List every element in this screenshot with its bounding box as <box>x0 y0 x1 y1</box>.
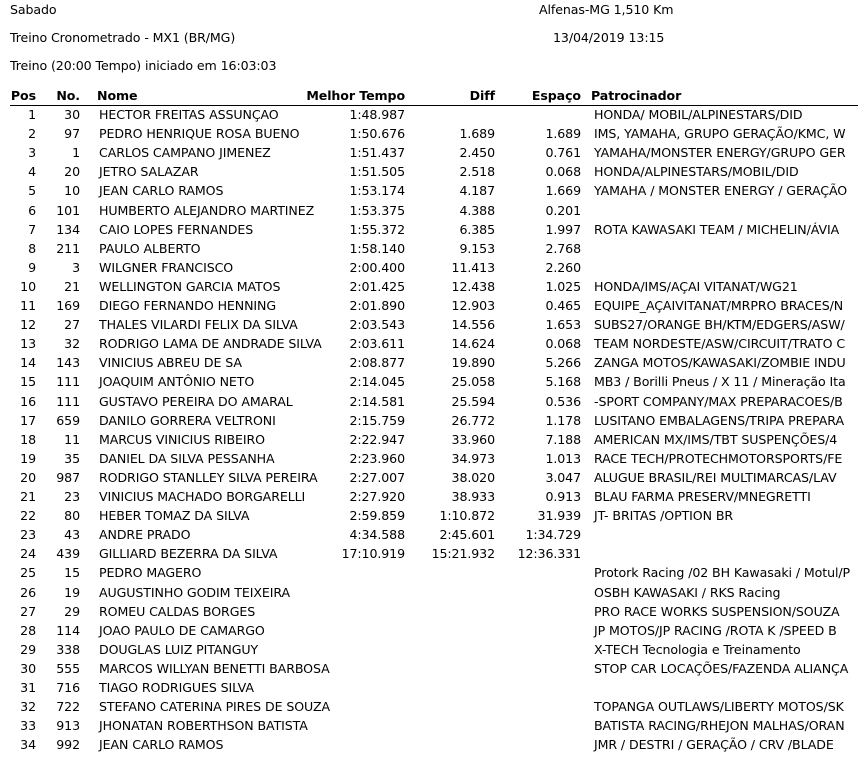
position-cell: 29 <box>20 641 36 657</box>
best-time-cell: 2:27.007 <box>349 469 405 485</box>
best-time-cell: 2:59.859 <box>349 508 405 524</box>
position-cell: 2 <box>28 126 36 142</box>
position-cell: 4 <box>28 164 36 180</box>
table-row <box>0 279 858 298</box>
position-cell: 30 <box>20 660 36 676</box>
number-cell: 23 <box>64 489 80 504</box>
rider-name-cell: PEDRO HENRIQUE ROSA BUENO <box>99 126 300 142</box>
gap-cell: 2.768 <box>545 240 581 256</box>
position-cell: 20 <box>20 469 36 485</box>
gap-cell: 3.047 <box>545 469 581 485</box>
table-row <box>0 183 858 202</box>
report-datetime: 13/04/2019 13:15 <box>553 30 665 45</box>
rider-name-cell: THALES VILARDI FELIX DA SILVA <box>99 317 298 333</box>
sponsor-cell: RACE TECH/PROTECHMOTORSPORTS/FE <box>594 450 843 466</box>
number-cell: 114 <box>56 622 80 638</box>
best-time-cell: 2:14.581 <box>349 393 405 409</box>
rider-name-cell: CAIO LOPES FERNANDES <box>99 221 254 237</box>
diff-cell: 12.903 <box>451 298 495 313</box>
table-row <box>0 145 858 164</box>
table-row <box>0 126 858 145</box>
table-row <box>0 661 858 680</box>
gap-cell: 0.536 <box>545 393 581 409</box>
sponsor-cell: ZANGA MOTOS/KAWASAKI/ZOMBIE INDU <box>594 355 846 371</box>
rider-name-cell: DIEGO FERNANDO HENNING <box>99 298 277 313</box>
best-time-cell: 17:10.919 <box>341 546 405 562</box>
position-cell: 24 <box>20 546 36 562</box>
rider-name-cell: JEAN CARLO RAMOS <box>99 737 224 753</box>
best-time-cell: 2:23.960 <box>349 450 405 466</box>
sponsor-cell: SUBS27/ORANGE BH/KTM/EDGERS/ASW/ <box>594 317 845 333</box>
table-row <box>0 260 858 279</box>
best-time-cell: 1:58.140 <box>349 240 405 256</box>
gap-cell: 0.913 <box>545 489 581 504</box>
position-cell: 33 <box>20 718 36 734</box>
gap-cell: 1.653 <box>545 317 581 333</box>
column-header-best-time: Melhor Tempo <box>306 88 405 103</box>
sponsor-cell: YAMAHA/MONSTER ENERGY/GRUPO GER <box>594 145 846 161</box>
sponsor-cell: JP MOTOS/JP RACING /ROTA K /SPEED B <box>594 622 837 638</box>
diff-cell: 9.153 <box>459 240 495 256</box>
table-row <box>0 317 858 336</box>
rider-name-cell: AUGUSTINHO GODIM TEIXEIRA <box>99 584 290 600</box>
diff-cell: 19.890 <box>451 355 495 371</box>
position-cell: 11 <box>20 298 36 313</box>
header-day: Sabado <box>10 2 57 17</box>
best-time-cell: 2:27.920 <box>349 489 405 504</box>
diff-cell: 1:10.872 <box>439 508 495 524</box>
sponsor-cell: TOPANGA OUTLAWS/LIBERTY MOTOS/SK <box>594 699 844 715</box>
gap-cell: 12:36.331 <box>517 546 581 562</box>
rider-name-cell: DOUGLAS LUIZ PITANGUY <box>99 641 259 657</box>
number-cell: 111 <box>56 374 80 390</box>
table-row <box>0 451 858 470</box>
rider-name-cell: PEDRO MAGERO <box>99 565 202 581</box>
number-cell: 11 <box>64 431 80 447</box>
gap-cell: 1.689 <box>545 126 581 142</box>
sponsor-cell: JMR / DESTRI / GERAÇÃO / CRV /BLADE <box>594 737 834 753</box>
table-row <box>0 336 858 355</box>
diff-cell: 38.933 <box>451 489 495 504</box>
diff-cell: 1.689 <box>459 126 495 142</box>
table-row <box>0 527 858 546</box>
gap-cell: 1.178 <box>545 412 581 428</box>
table-row <box>0 413 858 432</box>
number-cell: 97 <box>64 126 80 142</box>
sponsor-cell: HONDA/ MOBIL/ALPINESTARS/DID <box>594 107 803 122</box>
table-row <box>0 470 858 489</box>
best-time-cell: 2:14.045 <box>349 374 405 390</box>
diff-cell: 38.020 <box>451 469 495 485</box>
rider-name-cell: WELLINGTON GARCIA MATOS <box>99 278 281 294</box>
table-row <box>0 432 858 451</box>
session-start-info: Treino (20:00 Tempo) iniciado em 16:03:03 <box>10 58 277 73</box>
position-cell: 21 <box>20 489 36 504</box>
position-cell: 7 <box>28 221 36 237</box>
table-row <box>0 222 858 241</box>
sponsor-cell: Protork Racing /02 BH Kawasaki / Motul/P <box>594 565 850 581</box>
position-cell: 31 <box>20 680 36 695</box>
track-location: Alfenas-MG 1,510 Km <box>539 2 674 17</box>
number-cell: 211 <box>56 240 80 256</box>
table-row <box>0 489 858 508</box>
number-cell: 3 <box>72 259 80 275</box>
rider-name-cell: JHONATAN ROBERTHSON BATISTA <box>99 718 308 734</box>
column-header-pos: Pos <box>10 88 36 103</box>
session-title: Treino Cronometrado - MX1 (BR/MG) <box>10 30 236 45</box>
position-cell: 22 <box>20 508 36 524</box>
sponsor-cell: HONDA/ALPINESTARS/MOBIL/DID <box>594 164 799 180</box>
best-time-cell: 4:34.588 <box>349 527 405 543</box>
table-row <box>0 355 858 374</box>
position-cell: 23 <box>20 527 36 543</box>
number-cell: 987 <box>56 469 80 485</box>
column-header-sponsor: Patrocinador <box>591 88 682 103</box>
position-cell: 26 <box>20 584 36 600</box>
number-cell: 913 <box>56 718 80 734</box>
position-cell: 9 <box>28 259 36 275</box>
gap-cell: 7.188 <box>545 431 581 447</box>
table-row <box>0 642 858 661</box>
number-cell: 555 <box>56 660 80 676</box>
best-time-cell: 1:50.676 <box>349 126 405 142</box>
rider-name-cell: STEFANO CATERINA PIRES DE SOUZA <box>99 699 330 715</box>
number-cell: 35 <box>64 450 80 466</box>
diff-cell: 15:21.932 <box>431 546 495 562</box>
number-cell: 439 <box>56 546 80 562</box>
best-time-cell: 2:08.877 <box>349 355 405 371</box>
column-header-diff: Diff <box>469 88 495 103</box>
table-row <box>0 718 858 737</box>
table-row <box>0 699 858 718</box>
position-cell: 17 <box>20 412 36 428</box>
number-cell: 111 <box>56 393 80 409</box>
sponsor-cell: STOP CAR LOCAÇÕES/FAZENDA ALIANÇA <box>594 660 849 676</box>
sponsor-cell: ALUGUE BRASIL/REI MULTIMARCAS/LAV <box>594 469 837 485</box>
table-row <box>0 508 858 527</box>
number-cell: 722 <box>56 699 80 715</box>
rider-name-cell: JOAQUIM ANTÔNIO NETO <box>99 374 255 390</box>
position-cell: 18 <box>20 431 36 447</box>
best-time-cell: 1:51.437 <box>349 145 405 161</box>
rider-name-cell: JOAO PAULO DE CAMARGO <box>99 622 265 638</box>
diff-cell: 4.388 <box>459 202 495 218</box>
position-cell: 27 <box>20 603 36 619</box>
rider-name-cell: JEAN CARLO RAMOS <box>99 183 224 199</box>
best-time-cell: 2:01.890 <box>349 298 405 313</box>
gap-cell: 1.669 <box>545 183 581 199</box>
rider-name-cell: VINICIUS ABREU DE SA <box>99 355 242 371</box>
best-time-cell: 2:22.947 <box>349 431 405 447</box>
position-cell: 6 <box>28 202 36 218</box>
gap-cell: 1.025 <box>545 278 581 294</box>
diff-cell: 6.385 <box>459 221 495 237</box>
diff-cell: 2:45.601 <box>439 527 495 543</box>
sponsor-cell: BATISTA RACING/RHEJON MALHAS/ORAN <box>594 718 845 734</box>
position-cell: 8 <box>28 240 36 256</box>
diff-cell: 2.518 <box>459 164 495 180</box>
rider-name-cell: HUMBERTO ALEJANDRO MARTINEZ <box>99 202 315 218</box>
position-cell: 5 <box>28 183 36 199</box>
number-cell: 10 <box>64 183 80 199</box>
position-cell: 3 <box>28 145 36 161</box>
rider-name-cell: GUSTAVO PEREIRA DO AMARAL <box>99 393 293 409</box>
best-time-cell: 1:51.505 <box>349 164 405 180</box>
sponsor-cell: MB3 / Borilli Pneus / X 11 / Mineração Ita <box>594 374 846 390</box>
diff-cell: 25.058 <box>451 374 495 390</box>
table-row <box>0 680 858 699</box>
column-header-gap: Espaço <box>531 88 581 103</box>
sponsor-cell: X-TECH Tecnologia e Treinamento <box>594 641 801 657</box>
gap-cell: 0.761 <box>545 145 581 161</box>
number-cell: 80 <box>64 508 80 524</box>
best-time-cell: 2:03.543 <box>349 317 405 333</box>
rider-name-cell: HEBER TOMAZ DA SILVA <box>99 508 250 524</box>
diff-cell: 14.556 <box>451 317 495 333</box>
header-divider <box>10 105 858 106</box>
diff-cell: 12.438 <box>451 278 495 294</box>
best-time-cell: 2:01.425 <box>349 278 405 294</box>
position-cell: 19 <box>20 450 36 466</box>
rider-name-cell: MARCOS WILLYAN BENETTI BARBOSA <box>99 660 330 676</box>
sponsor-cell: PRO RACE WORKS SUSPENSION/SOUZA <box>594 603 840 619</box>
position-cell: 25 <box>20 565 36 581</box>
gap-cell: 2.260 <box>545 259 581 275</box>
number-cell: 659 <box>56 412 80 428</box>
rider-name-cell: CARLOS CAMPANO JIMENEZ <box>99 145 271 161</box>
sponsor-cell: JT- BRITAS /OPTION BR <box>594 508 734 524</box>
best-time-cell: 1:53.375 <box>349 202 405 218</box>
sponsor-cell: AMERICAN MX/IMS/TBT SUSPENÇÕES/4 <box>594 431 838 447</box>
position-cell: 1 <box>28 107 36 122</box>
rider-name-cell: RODRIGO LAMA DE ANDRADE SILVA <box>99 336 322 352</box>
diff-cell: 33.960 <box>451 431 495 447</box>
best-time-cell: 2:03.611 <box>349 336 405 352</box>
number-cell: 15 <box>64 565 80 581</box>
diff-cell: 25.594 <box>451 393 495 409</box>
number-cell: 101 <box>56 202 80 218</box>
sponsor-cell: TEAM NORDESTE/ASW/CIRCUIT/TRATO C <box>594 336 846 352</box>
sponsor-cell: ROTA KAWASAKI TEAM / MICHELIN/ÁVIA <box>594 221 840 237</box>
rider-name-cell: WILGNER FRANCISCO <box>99 259 234 275</box>
number-cell: 716 <box>56 680 80 695</box>
diff-cell: 2.450 <box>459 145 495 161</box>
rider-name-cell: GILLIARD BEZERRA DA SILVA <box>99 546 278 562</box>
number-cell: 30 <box>64 107 80 122</box>
number-cell: 29 <box>64 603 80 619</box>
number-cell: 134 <box>56 221 80 237</box>
best-time-cell: 2:15.759 <box>349 412 405 428</box>
sponsor-cell: LUSITANO EMBALAGENS/TRIPA PREPARA <box>594 412 844 428</box>
position-cell: 10 <box>20 278 36 294</box>
rider-name-cell: DANIEL DA SILVA PESSANHA <box>99 450 275 466</box>
table-row <box>0 374 858 393</box>
table-row <box>0 565 858 584</box>
sponsor-cell: -SPORT COMPANY/MAX PREPARACOES/B <box>594 393 843 409</box>
gap-cell: 1:34.729 <box>525 527 581 543</box>
table-row <box>0 164 858 183</box>
diff-cell: 4.187 <box>459 183 495 199</box>
rider-name-cell: PAULO ALBERTO <box>99 240 201 256</box>
column-header-number: No. <box>56 88 80 103</box>
sponsor-cell: EQUIPE_AÇAIVITANAT/MRPRO BRACES/N <box>594 298 844 313</box>
best-time-cell: 2:00.400 <box>349 259 405 275</box>
rider-name-cell: MARCUS VINICIUS RIBEIRO <box>99 431 265 447</box>
gap-cell: 5.266 <box>545 355 581 371</box>
table-row <box>0 623 858 642</box>
table-row <box>0 604 858 623</box>
sponsor-cell: OSBH KAWASAKI / RKS Racing <box>594 584 781 600</box>
gap-cell: 0.465 <box>545 298 581 313</box>
gap-cell: 1.997 <box>545 221 581 237</box>
position-cell: 34 <box>20 737 36 753</box>
position-cell: 32 <box>20 699 36 715</box>
position-cell: 15 <box>20 374 36 390</box>
number-cell: 1 <box>72 145 80 161</box>
position-cell: 12 <box>20 317 36 333</box>
position-cell: 13 <box>20 336 36 352</box>
sponsor-cell: IMS, YAMAHA, GRUPO GERAÇÃO/KMC, W <box>594 126 846 142</box>
sponsor-cell: HONDA/IMS/AÇAI VITANAT/WG21 <box>594 278 798 294</box>
diff-cell: 14.624 <box>451 336 495 352</box>
number-cell: 338 <box>56 641 80 657</box>
number-cell: 143 <box>56 355 80 371</box>
diff-cell: 26.772 <box>451 412 495 428</box>
best-time-cell: 1:53.174 <box>349 183 405 199</box>
number-cell: 27 <box>64 317 80 333</box>
rider-name-cell: ANDRE PRADO <box>99 527 191 543</box>
rider-name-cell: VINICIUS MACHADO BORGARELLI <box>99 489 306 504</box>
gap-cell: 31.939 <box>537 508 581 524</box>
table-row <box>0 241 858 260</box>
rider-name-cell: ROMEU CALDAS BORGES <box>99 603 256 619</box>
table-row <box>0 546 858 565</box>
number-cell: 32 <box>64 336 80 352</box>
gap-cell: 0.068 <box>545 164 581 180</box>
gap-cell: 0.201 <box>545 202 581 218</box>
rider-name-cell: JETRO SALAZAR <box>99 164 199 180</box>
table-row <box>0 203 858 222</box>
gap-cell: 0.068 <box>545 336 581 352</box>
table-row <box>0 394 858 413</box>
table-row <box>0 585 858 604</box>
diff-cell: 34.973 <box>451 450 495 466</box>
table-row <box>0 298 858 317</box>
position-cell: 16 <box>20 393 36 409</box>
column-header-name: Nome <box>97 88 138 103</box>
number-cell: 992 <box>56 737 80 753</box>
gap-cell: 5.168 <box>545 374 581 390</box>
number-cell: 169 <box>56 298 80 313</box>
number-cell: 21 <box>64 278 80 294</box>
sponsor-cell: BLAU FARMA PRESERV/MNEGRETTI <box>594 489 811 504</box>
rider-name-cell: RODRIGO STANLLEY SILVA PEREIRA <box>99 469 318 485</box>
sponsor-cell: YAMAHA / MONSTER ENERGY / GERAÇÃO <box>594 183 848 199</box>
gap-cell: 1.013 <box>545 450 581 466</box>
position-cell: 28 <box>20 622 36 638</box>
best-time-cell: 1:55.372 <box>349 221 405 237</box>
number-cell: 43 <box>64 527 80 543</box>
number-cell: 19 <box>64 584 80 600</box>
best-time-cell: 1:48.987 <box>349 107 405 122</box>
rider-name-cell: HECTOR FREITAS ASSUNÇAO <box>99 107 279 122</box>
number-cell: 20 <box>64 164 80 180</box>
position-cell: 14 <box>20 355 36 371</box>
diff-cell: 11.413 <box>451 259 495 275</box>
table-row <box>0 107 858 126</box>
rider-name-cell: DANILO GORRERA VELTRONI <box>99 412 276 428</box>
rider-name-cell: TIAGO RODRIGUES SILVA <box>99 680 254 695</box>
table-row <box>0 737 858 756</box>
